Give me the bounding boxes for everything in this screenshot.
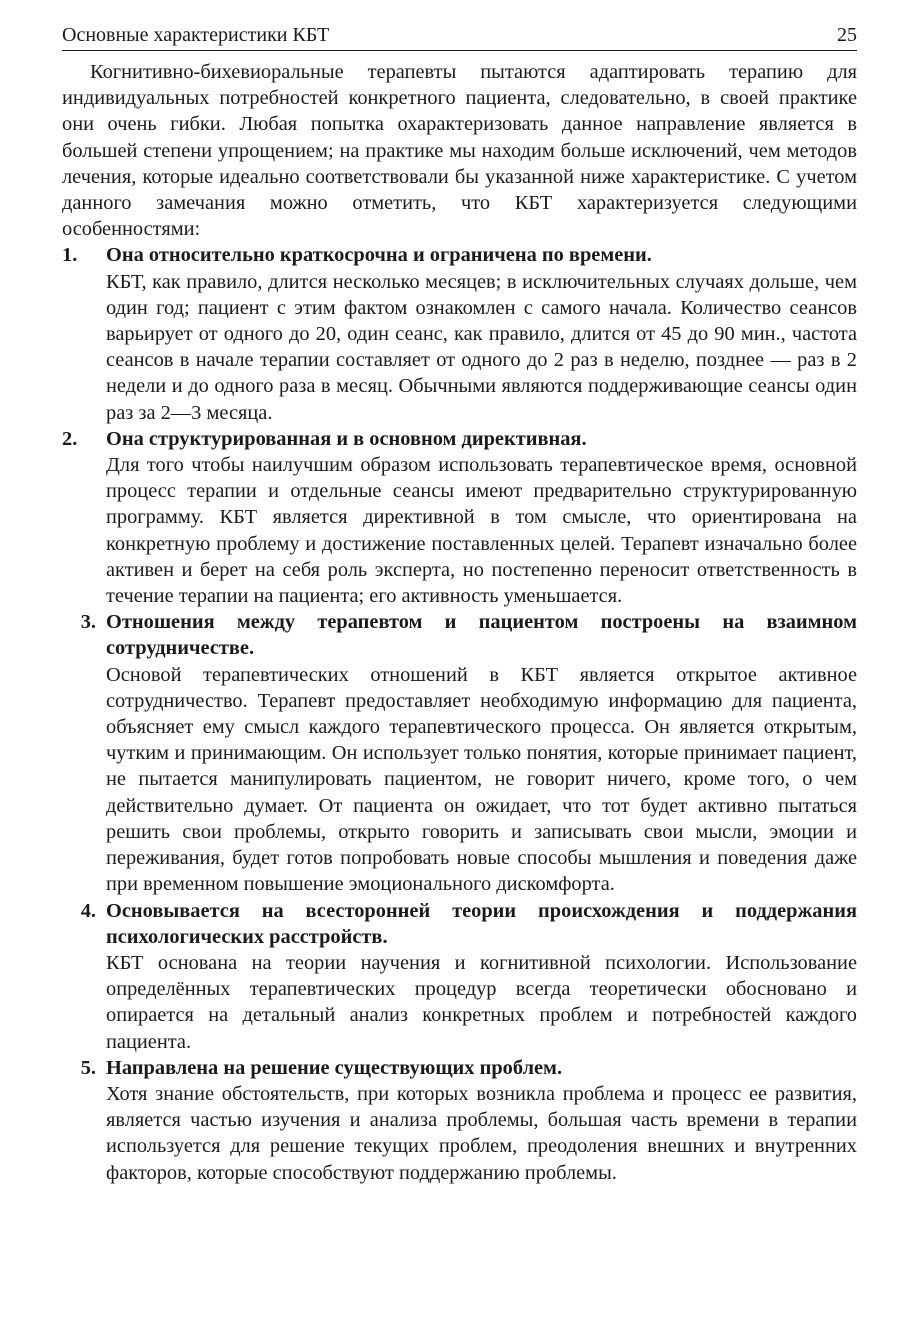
book-page bbox=[62, 22, 857, 1186]
running-head bbox=[62, 22, 857, 51]
characteristics-list bbox=[62, 242, 857, 1185]
item-number: 5. bbox=[80, 1056, 96, 1079]
item-body bbox=[106, 242, 857, 425]
running-title: Основные характеристики КБТ bbox=[62, 24, 330, 46]
item-number: 1. bbox=[62, 244, 78, 267]
item-body bbox=[106, 609, 857, 897]
list-item bbox=[62, 1055, 857, 1186]
item-body bbox=[106, 1055, 857, 1186]
item-text: КБТ основана на теории научения и когнитивной психологии. Использование определённых терапевтических процедур всегда теоретически обосновано и опирается на детальный анализ конкретных проблем и потребностей каждого пациента. bbox=[106, 951, 857, 1053]
item-number: 3. bbox=[80, 611, 96, 634]
list-item bbox=[62, 609, 857, 897]
item-title: Основывается на всесторонней теории происхождения и поддержания психологических расстройств. bbox=[106, 899, 857, 948]
item-text: КБТ, как правило, длится несколько месяцев; в исключительных случаях дольше, чем один год; пациент с этим фактом ознакомлен с самого начала. Количество сеансов варьирует от одного до 20, один сеанс, как правило, длится от 45 до 90 мин., частота сеансов в начале терапии составляет от одного до 2 раз в неделю, позднее — раз в 2 недели и до одного раза в месяц. Обычными являются поддерживающие сеансы один раз за 2—3 месяца. bbox=[106, 270, 857, 424]
item-text: Основой терапевтических отношений в КБТ является открытое активное сотрудничество. Терапевт предоставляет необходимую информацию для пациента, объясняет ему смысл каждого терапевтического процесса. Он является открытым, чутким и принимающим. Он использует только понятия, которые принимает пациент, не пытается манипулировать пациентом, не говорит ничего, кроме того, о чем действительно думает. От пациента он ожидает, что тот будет активно пытаться решить свои проблемы, открыто говорить и записывать свои мысли, эмоции и переживания, будет готов попробовать новые способы мышления и поведения даже при временном повышение эмоционального дискомфорта. bbox=[106, 663, 857, 896]
page-body bbox=[62, 59, 857, 1186]
intro-paragraph: Когнитивно-бихевиоральные терапевты пытаются адаптировать терапию для индивидуальных потребностей конкретного пациента, следовательно, в своей практике они очень гибки. Любая попытка охарактеризовать данное направление является в большей степени упрощением; на практике мы находим больше исключений, чем методов лечения, которые идеально соответствовали бы указанной ниже характеристике. С учетом данного замечания можно отметить, что КБТ характеризуется следующими особенностями: bbox=[62, 61, 857, 241]
item-text: Хотя знание обстоятельств, при которых возникла проблема и процесс ее развития, является частью изучения и анализа проблемы, большая часть времени в терапии используется для решение текущих проблем, преодоления внешних и внутренних факторов, которые способствуют поддержанию проблемы. bbox=[106, 1082, 857, 1184]
item-title: Отношения между терапевтом и пациентом построены на взаимном сотрудничестве. bbox=[106, 611, 857, 660]
item-body bbox=[106, 898, 857, 1055]
item-title: Она относительно краткосрочна и ограничена по времени. bbox=[106, 244, 652, 267]
item-title: Она структурированная и в основном директивная. bbox=[106, 427, 587, 450]
item-text: Для того чтобы наилучшим образом использовать терапевтическое время, основной процесс терапии и отдельные сеансы имеют предварительно структурированную программу. КБТ является директивной в том смысле, что ориентирована на конкретную проблему и достижение поставленных целей. Терапевт изначально более активен и берет на себя роль эксперта, но постепенно переносит ответственность в течение терапии на пациента; его активность уменьшается. bbox=[106, 454, 857, 608]
list-item bbox=[62, 898, 857, 1055]
list-item bbox=[62, 426, 857, 609]
item-number: 2. bbox=[62, 427, 78, 450]
item-title: Направлена на решение существующих проблем. bbox=[106, 1056, 563, 1079]
item-number: 4. bbox=[80, 899, 96, 922]
list-item bbox=[62, 242, 857, 425]
item-body bbox=[106, 426, 857, 609]
page-number: 25 bbox=[837, 24, 857, 46]
